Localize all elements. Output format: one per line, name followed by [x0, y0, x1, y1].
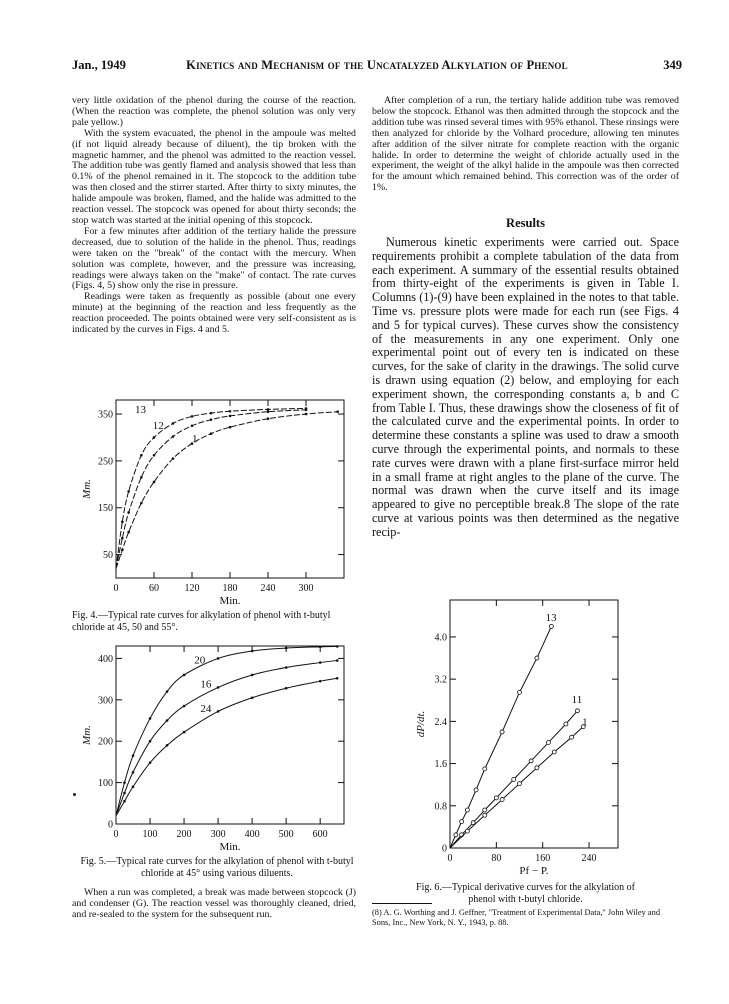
data-point [285, 647, 288, 650]
fig4-chart [72, 392, 362, 610]
data-point [483, 808, 487, 812]
footnote-rule [372, 903, 432, 904]
data-point [166, 690, 169, 693]
data-point [191, 415, 194, 418]
series-label: 1 [192, 433, 198, 446]
footnote: (8) A. G. Worthing and J. Geffner, "Treatment of Experimental Data," John Wiley and Sons, Inc., New York, N. Y., 1943, p. 88. [372, 908, 661, 927]
x-tick-label: 200 [176, 829, 192, 840]
y-tick-label: 350 [98, 409, 113, 421]
data-point [123, 792, 126, 795]
data-point [305, 413, 308, 416]
paragraph: When a run was completed, a break was made between stopcock (J) and condenser (G). The reaction vessel was thoroughly cleaned, dried, and re-sealed to the system for the subsequent run. [72, 887, 356, 920]
results-heading: Results [506, 216, 545, 230]
data-point [546, 740, 550, 744]
data-point [172, 422, 175, 425]
series-label: 11 [571, 693, 583, 706]
data-point [172, 435, 175, 438]
data-point [132, 785, 135, 788]
data-point [336, 410, 339, 413]
data-point [229, 426, 232, 429]
x-tick-label: 400 [244, 829, 260, 840]
y-tick-label: 0 [442, 843, 447, 855]
y-tick-label: 100 [98, 778, 113, 790]
data-point [217, 686, 220, 689]
left-column-text [72, 96, 356, 336]
x-tick-label: 180 [222, 583, 238, 594]
data-point [319, 680, 322, 683]
x-axis-label: Min. [219, 595, 241, 607]
series-line [450, 727, 583, 848]
data-point [166, 744, 169, 747]
data-point [465, 808, 469, 812]
data-point [267, 408, 270, 411]
data-point [217, 710, 220, 713]
data-point [121, 549, 124, 552]
data-point [183, 731, 186, 734]
plot-frame [116, 646, 344, 824]
data-point [166, 719, 169, 722]
data-point [529, 759, 533, 763]
data-point [217, 657, 220, 660]
x-axis-label: Pf − P. [519, 865, 549, 877]
stray-dot [73, 793, 76, 796]
data-point [127, 511, 130, 514]
series-label: 20 [194, 654, 206, 667]
bottom-left-text [72, 888, 356, 921]
data-point [229, 415, 232, 418]
y-axis-label: Mm. [81, 725, 93, 745]
data-point [153, 436, 156, 439]
data-point [483, 813, 487, 817]
data-point [127, 490, 130, 493]
data-point [285, 687, 288, 690]
x-tick-label: 240 [260, 583, 276, 594]
fig4-caption [72, 610, 362, 634]
series-label: 12 [152, 420, 164, 433]
data-point [483, 767, 487, 771]
x-tick-label: 0 [113, 829, 119, 840]
data-point [549, 624, 553, 628]
x-tick-label: 0 [447, 853, 453, 864]
right-column-text [372, 96, 679, 194]
x-tick-label: 160 [535, 853, 551, 864]
data-point [191, 424, 194, 427]
data-point [454, 833, 458, 837]
series-label: 13 [545, 612, 557, 625]
series-label: 24 [200, 703, 212, 716]
data-point [494, 796, 498, 800]
data-point [251, 696, 254, 699]
data-point [535, 766, 539, 770]
data-point [210, 432, 213, 435]
y-tick-label: 150 [98, 503, 113, 515]
y-axis-label: dP/dt. [415, 710, 427, 738]
data-point [570, 735, 574, 739]
series-label: 16 [200, 678, 212, 691]
data-point [512, 777, 516, 781]
fig6-caption-line2: phenol with t-butyl chloride. [468, 894, 583, 905]
data-point [132, 771, 135, 774]
data-point [140, 502, 143, 505]
data-point [535, 656, 539, 660]
series-line [116, 646, 337, 815]
data-point [575, 709, 579, 713]
figure-4 [72, 392, 362, 610]
data-point [153, 454, 156, 457]
data-point [336, 677, 339, 680]
data-point [552, 750, 556, 754]
y-tick-label: 0 [108, 819, 113, 831]
data-point [123, 800, 126, 803]
data-point [465, 829, 469, 833]
fig6-caption-line1: Fig. 6.—Typical derivative curves for the alkylation of [416, 882, 635, 893]
series-line [116, 660, 337, 815]
data-point [140, 454, 143, 457]
figure-6 [408, 592, 648, 882]
data-point [149, 740, 152, 743]
running-header [72, 58, 682, 74]
y-tick-label: 4.0 [434, 632, 447, 644]
paragraph: With the system evacuated, the phenol in the ampoule was melted (if not liquid already because of diluent), the tip broken with the magnetic hammer, and the phenol was admitted to the reaction vessel. The addition tube was gently flamed and analysis showed that less than 0.1% of the phenol remained in it. The stopcock to the addition tube was then closed and the stirrer started. After thirty to sixty minutes, the halide ampoule was broken, flamed, and the halide was admitted to the reaction vessel. The stopcock was opened for about thirty seconds; the stop watch was started at the initial opening of this stopcock. [72, 127, 356, 226]
data-point [285, 666, 288, 669]
y-tick-label: 50 [103, 550, 113, 562]
data-point [149, 761, 152, 764]
y-tick-label: 1.6 [434, 759, 447, 771]
data-point [183, 674, 186, 677]
data-point [172, 457, 175, 460]
data-point [500, 730, 504, 734]
data-point [474, 788, 478, 792]
y-tick-label: 200 [98, 736, 113, 748]
fig5-caption [72, 856, 362, 880]
fig5-caption-text: Fig. 5.—Typical rate curves for the alkylation of phenol with t-butyl chloride at 45° using various diluents. [80, 856, 354, 879]
x-tick-label: 100 [142, 829, 158, 840]
y-tick-label: 300 [98, 695, 113, 707]
data-point [153, 481, 156, 484]
paragraph: Numerous kinetic experiments were carried out. Space requirements prohibit a complete tabulation of the data from each experiment. A summary of the essential results obtained from thirty-eight of the experiments is given in Table I. Columns (1)-(9) have been explained in the notes to that table. Time vs. pressure plots were made for each run (see Figs. 4 and 5 for typical curves). These curves show the consistency of the measurements in any one experiment. Only one experimental point out of every ten is indicated on these curves, for the sake of clarity in the drawings. The solid curve is drawn using equation (2) below, and employing for each experiment shown, the corresponding constants a, b and C from Table I. Thus, these drawings show the closeness of fit of the calculated curve and the experimental points. In order to determine these constants a spline was used to draw a smooth curve through the experimental points, and normals to these rate curves were drawn with a plane first-surface mirror held in a small frame at right angles to the plane of the curve. The normal was drawn when the curve itself and its image appeared to give no perceptible break.8 The slope of the rate curve at various points was then determined as the negative recip- [372, 235, 679, 539]
x-tick-label: 300 [298, 583, 314, 594]
series-label: 1 [582, 716, 588, 729]
data-point [210, 418, 213, 421]
data-point [336, 645, 339, 648]
data-point [127, 531, 130, 534]
y-tick-label: 400 [98, 653, 113, 665]
x-tick-label: 500 [278, 829, 294, 840]
data-point [251, 650, 254, 653]
data-point [210, 412, 213, 415]
data-point [518, 690, 522, 694]
paragraph: After completion of a run, the tertiary halide addition tube was removed below the stopcock. Ethanol was then admitted through the stopcock and the addition tube was rinsed several times with 95% ethanol. These rinsings were then analyzed for chloride by the Volhard procedure, allowing ten minutes after addition of the silver nitrate for complete reaction with the organic halide. In order to determine the weight of chloride actually used in the experiment, the weight of the alkyl halide in the ampoule was then corrected for the amount which remained behind. This correction was of the order of 1%. [372, 95, 679, 194]
data-point [251, 674, 254, 677]
paragraph: Readings were taken as frequently as possible (about one every minute) at the beginning of the reaction and less frequently as the reaction proceeded. The points obtained were very self-consistent as is indicated by the curves in Figs. 4 and 5. [72, 291, 356, 336]
data-point [123, 781, 126, 784]
data-point [336, 659, 339, 662]
figure-5 [72, 638, 362, 856]
fig5-chart [72, 638, 362, 856]
series-line [116, 412, 338, 569]
series-label: 13 [135, 404, 146, 417]
series-line [116, 678, 337, 815]
y-tick-label: 3.2 [434, 674, 447, 686]
data-point [319, 661, 322, 664]
paragraph: For a few minutes after addition of the tertiary halide the pressure decreased, due to solution of the halide in the phenol. Thus, readings were taken on the "break" of the contact with the mercury. When solution was complete, however, and the pressure was increasing, readings were always taken on the "make" of contact. The rate curves (Figs. 4, 5) show only the rise in pressure. [72, 225, 356, 292]
x-tick-label: 240 [581, 853, 597, 864]
paragraph: very little oxidation of the phenol during the course of the reaction. (When the reaction was complete, the phenol solution was only very pale yellow.) [72, 95, 356, 128]
data-point [229, 410, 232, 413]
x-axis-label: Min. [219, 841, 241, 853]
data-point [140, 476, 143, 479]
data-point [267, 410, 270, 413]
data-point [149, 717, 152, 720]
data-point [121, 520, 124, 523]
fig4-caption-text: Fig. 4.—Typical rate curves for alkylation of phenol with t-butyl chloride at 45, 50 and 55°. [72, 610, 331, 633]
data-point [500, 797, 504, 801]
y-tick-label: 250 [98, 456, 113, 468]
y-axis-label: Mm. [81, 479, 93, 499]
y-tick-label: 2.4 [434, 716, 447, 728]
header-title: Kinetics and Mechanism of the Uncatalyzed Alkylation of Phenol [186, 58, 568, 72]
x-tick-label: 300 [210, 829, 226, 840]
x-tick-label: 120 [184, 583, 200, 594]
data-point [121, 537, 124, 540]
results-text [372, 236, 679, 540]
x-tick-label: 60 [149, 583, 159, 594]
data-point [305, 409, 308, 412]
data-point [319, 646, 322, 649]
x-tick-label: 600 [312, 829, 328, 840]
data-point [267, 417, 270, 420]
fig6-chart [408, 592, 648, 882]
header-date: Jan., 1949 [72, 58, 126, 72]
x-tick-label: 0 [113, 583, 119, 594]
data-point [183, 705, 186, 708]
data-point [518, 782, 522, 786]
data-point [132, 754, 135, 757]
x-tick-label: 80 [491, 853, 502, 864]
data-point [564, 722, 568, 726]
data-point [460, 820, 464, 824]
y-tick-label: 0.8 [434, 801, 447, 813]
plot-frame [450, 600, 618, 848]
page-number: 349 [663, 58, 682, 72]
